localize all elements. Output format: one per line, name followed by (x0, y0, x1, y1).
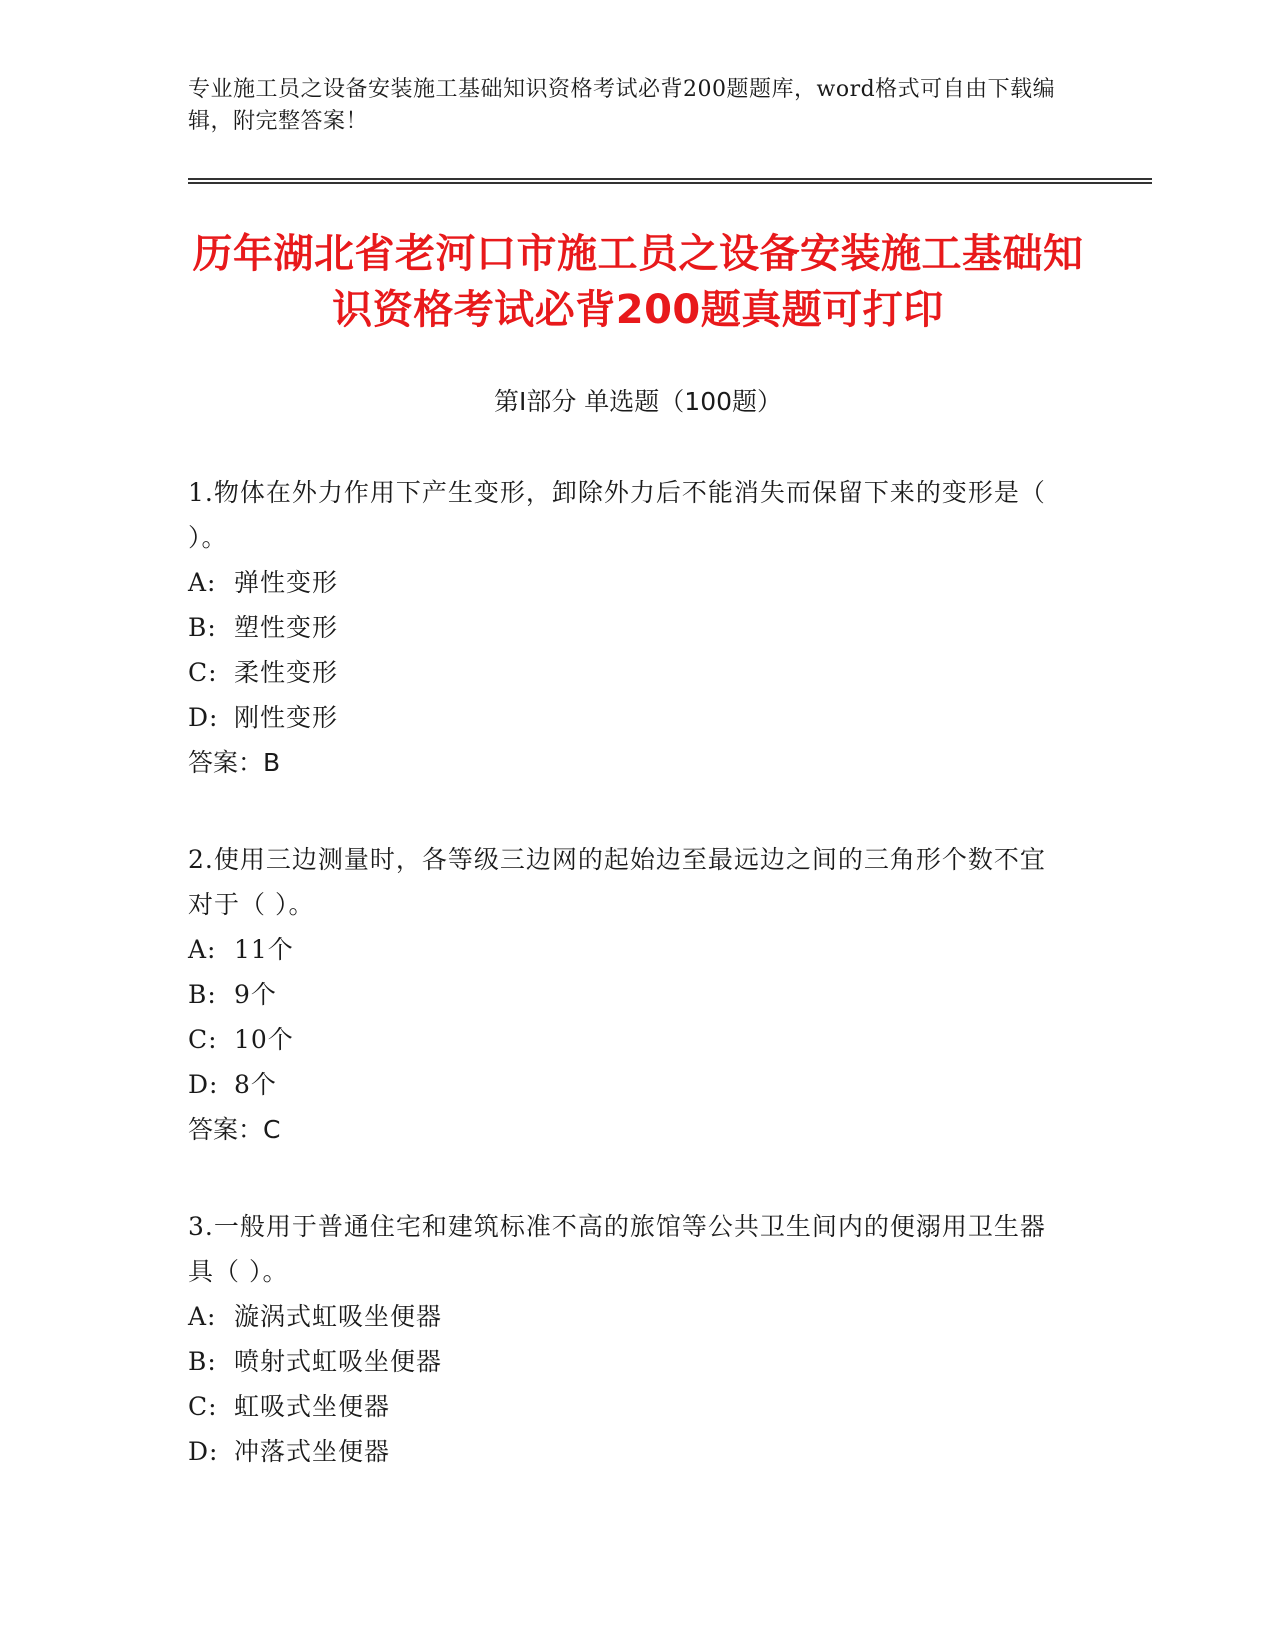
option-text: 柔性变形 (234, 658, 339, 687)
question-2 (188, 837, 1068, 1152)
option-b (188, 1339, 1068, 1384)
document-title: 历年湖北省老河口市施工员之设备安装施工基础知识资格考试必背200题真题可打印 (192, 231, 1084, 333)
question-stem: 1.物体在外力作用下产生变形，卸除外力后不能消失而保留下来的变形是（ ）。 (188, 478, 1046, 552)
option-key: D: (188, 703, 219, 732)
option-d (188, 1062, 1068, 1107)
option-b (188, 605, 1068, 650)
option-a (188, 927, 1068, 972)
option-key: A: (188, 1302, 217, 1331)
option-b (188, 972, 1068, 1017)
option-key: D: (188, 1437, 219, 1466)
option-key: C: (188, 1392, 218, 1421)
option-text: 刚性变形 (234, 703, 339, 732)
section-heading: 第Ⅰ部分 单选题（100题） (493, 387, 783, 416)
option-c (188, 1384, 1068, 1429)
option-key: A: (188, 568, 217, 597)
option-text: 9个 (234, 980, 277, 1009)
option-text: 塑性变形 (234, 613, 339, 642)
option-text: 11个 (234, 935, 294, 964)
option-text: 漩涡式虹吸坐便器 (234, 1302, 443, 1331)
option-text: 冲落式坐便器 (234, 1437, 391, 1466)
question-list (188, 470, 1068, 1526)
answer-line: 答案：C (188, 1115, 281, 1144)
option-a (188, 1294, 1068, 1339)
question-1 (188, 470, 1068, 785)
option-c (188, 1017, 1068, 1062)
header-note: 专业施工员之设备安装施工基础知识资格考试必背200题题库，word格式可自由下载编辑，附完整答案！ (188, 77, 1056, 134)
question-stem: 3.一般用于普通住宅和建筑标准不高的旅馆等公共卫生间内的便溺用卫生器具（ ）。 (188, 1212, 1046, 1286)
answer-line: 答案：B (188, 748, 281, 777)
question-stem: 2.使用三边测量时，各等级三边网的起始边至最远边之间的三角形个数不宜对于（ ）。 (188, 845, 1046, 919)
option-key: B: (188, 613, 217, 642)
option-c (188, 650, 1068, 695)
option-text: 8个 (234, 1070, 277, 1099)
option-a (188, 560, 1068, 605)
option-key: A: (188, 935, 217, 964)
option-text: 10个 (234, 1025, 294, 1054)
question-3 (188, 1204, 1068, 1474)
option-d (188, 695, 1068, 740)
option-d (188, 1429, 1068, 1474)
option-key: B: (188, 980, 217, 1009)
option-text: 喷射式虹吸坐便器 (234, 1347, 443, 1376)
option-key: C: (188, 1025, 218, 1054)
header-divider (188, 178, 1152, 184)
option-key: C: (188, 658, 218, 687)
option-key: B: (188, 1347, 217, 1376)
option-text: 弹性变形 (234, 568, 339, 597)
option-text: 虹吸式坐便器 (234, 1392, 391, 1421)
option-key: D: (188, 1070, 219, 1099)
